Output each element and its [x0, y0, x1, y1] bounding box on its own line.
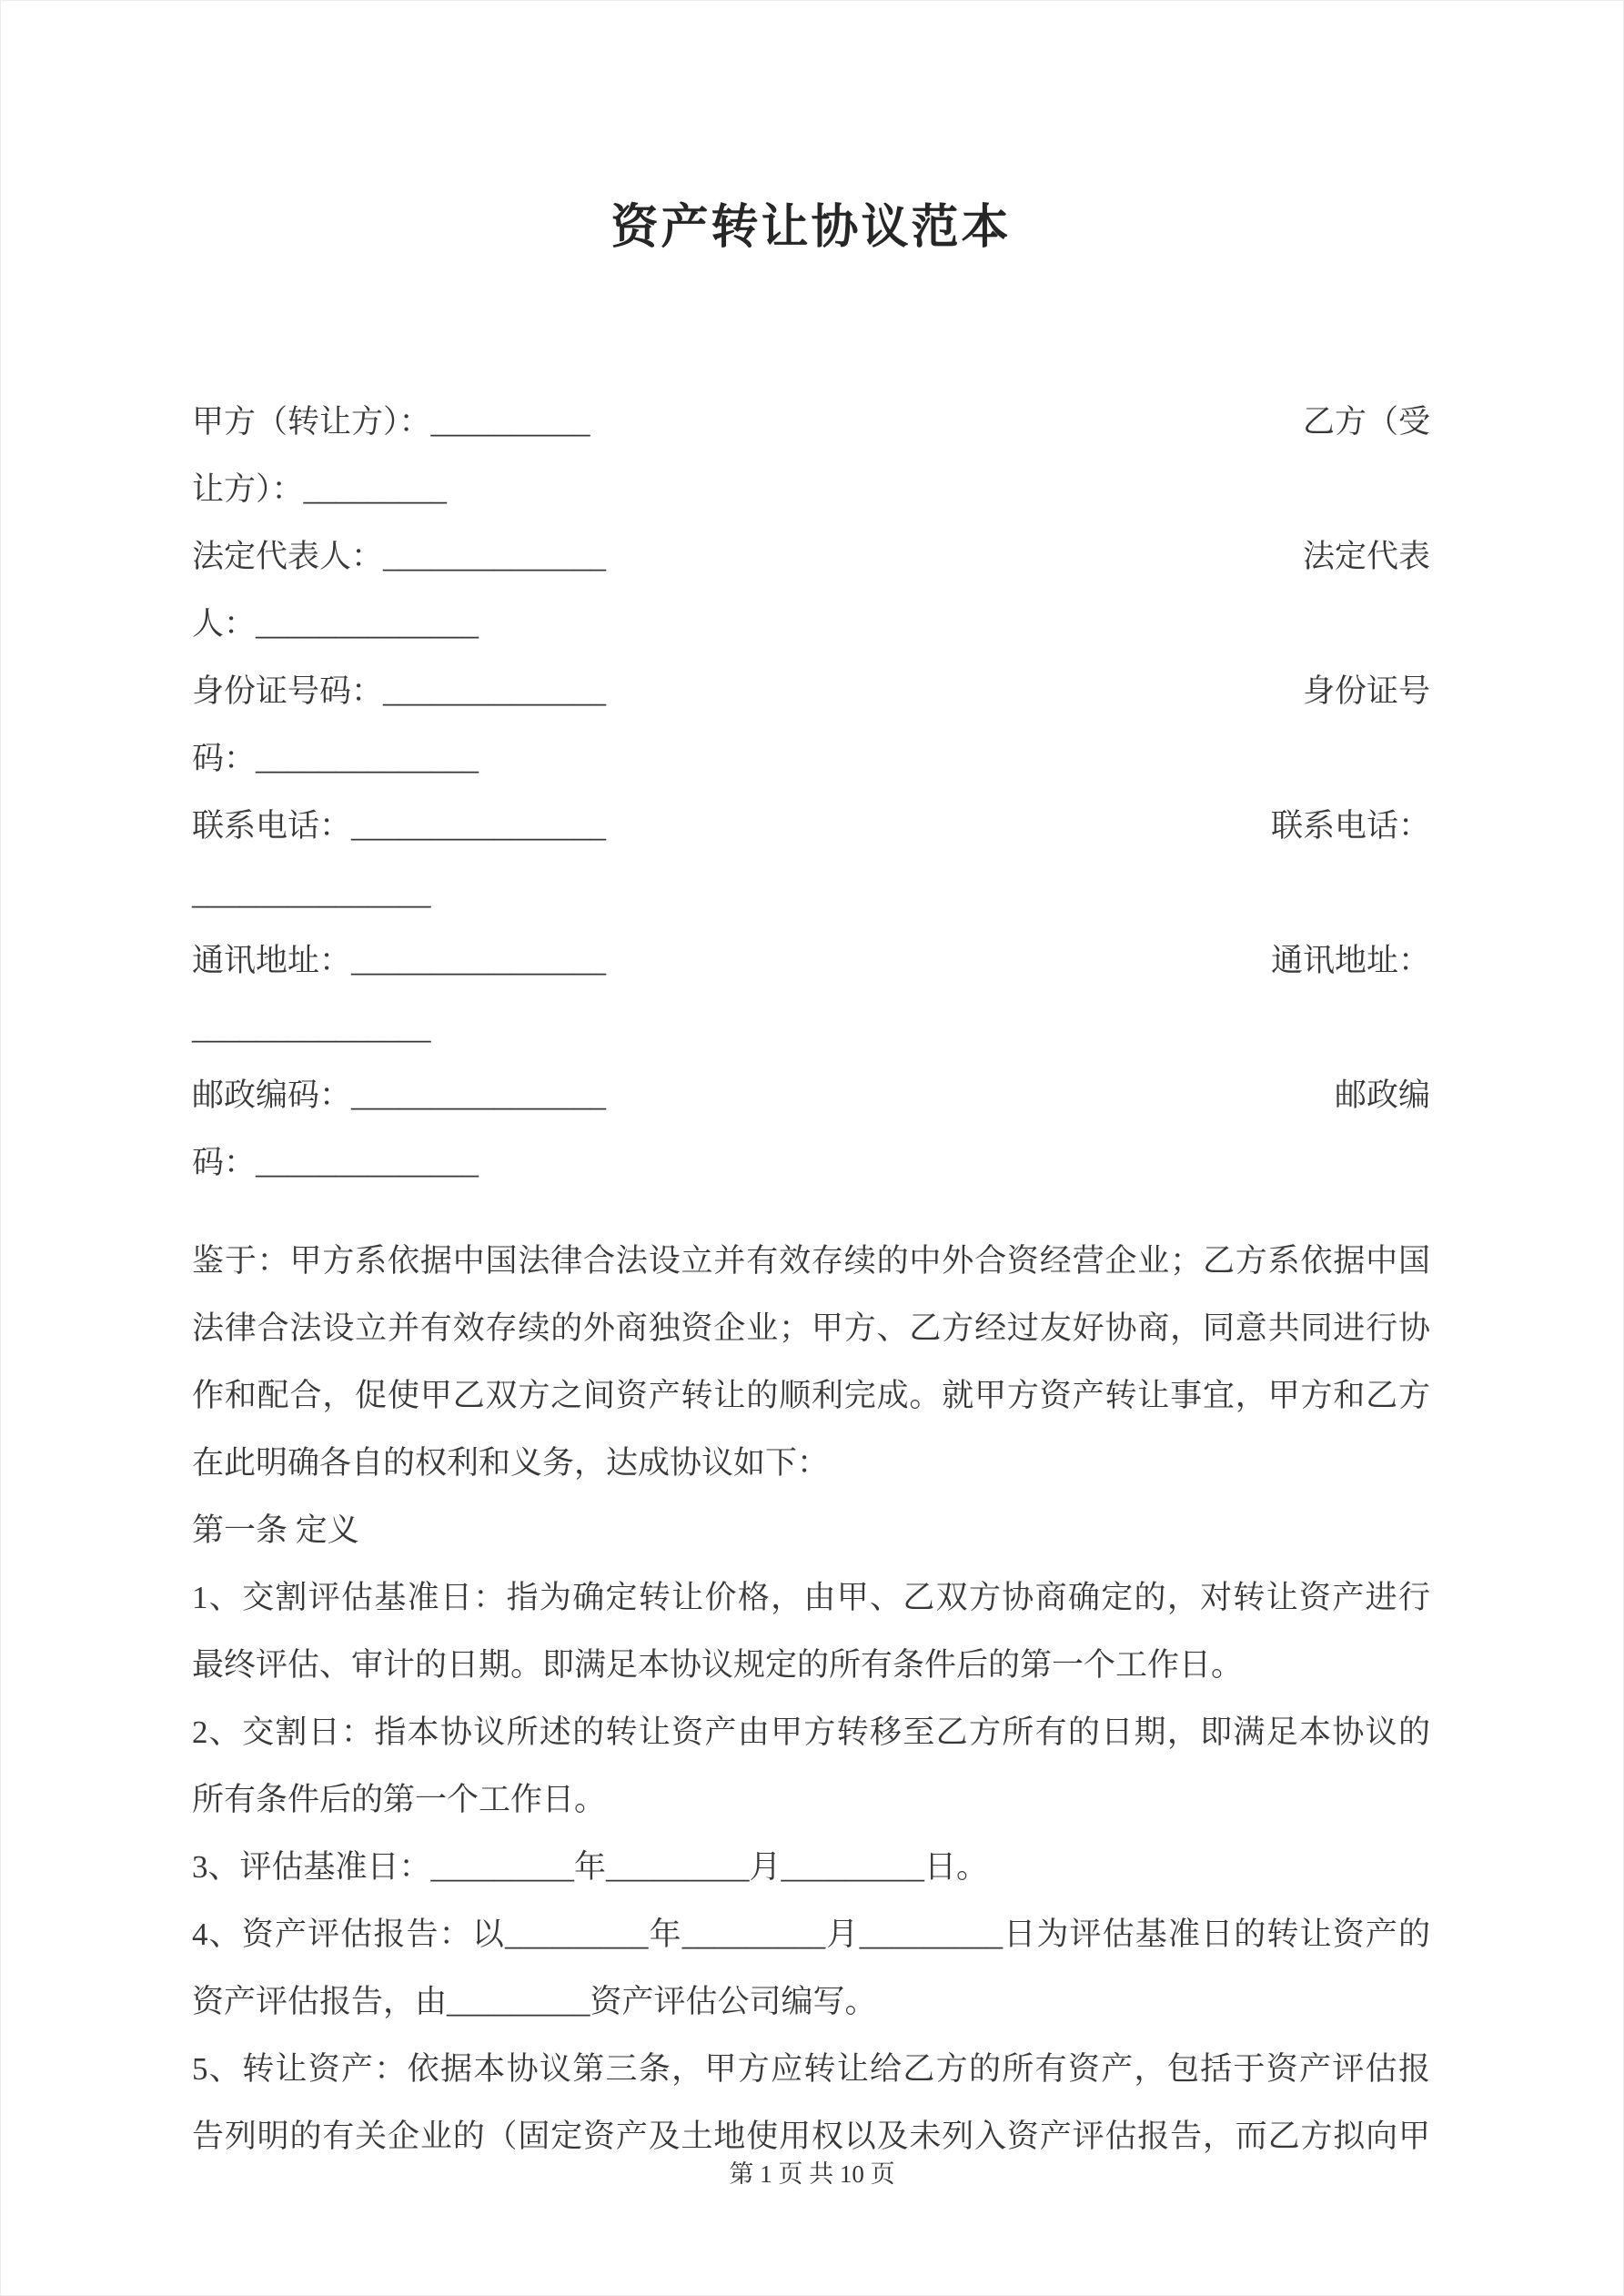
- party-row: [192, 456, 1430, 523]
- definition-item-2-end: 所有条件后的第一个工作日。: [192, 1782, 607, 1817]
- document-content: [192, 1, 1430, 2170]
- definition-item-4: 4、资产评估报告：以_________年_________月_________日为评估基准日的转让资产的: [192, 1917, 1430, 1952]
- id-number-b-label-fragment: 身份证号: [1302, 673, 1430, 709]
- phone-b-label-fragment: 联系电话：: [1270, 808, 1430, 844]
- id-number-b-wrap-blank: 码：______________: [192, 741, 479, 776]
- phone-a-label-blank: 联系电话：________________: [192, 808, 607, 844]
- document-title: 资产转让协议范本: [610, 202, 1012, 254]
- legal-rep-b-wrap-blank: 人：______________: [192, 606, 479, 642]
- party-info-section: [192, 389, 1430, 1197]
- article-1-heading: 第一条 定义: [192, 1512, 359, 1548]
- agreement-body: [192, 1228, 1430, 2170]
- postcode-b-label-fragment: 邮政编: [1334, 1077, 1430, 1113]
- address-b-wrap-blank: _______________: [192, 1010, 431, 1046]
- definition-item-2: 2、交割日：指本协议所述的转让资产由甲方转移至乙方所有的日期，即满足本协议的: [192, 1714, 1430, 1750]
- party-row: [192, 725, 1430, 793]
- party-row: [192, 793, 1430, 860]
- address-a-label-blank: 通讯地址：________________: [192, 943, 607, 978]
- definition-item-5-continued: 告列明的有关企业的（固定资产及土地使用权以及未列入资产评估报告，而乙方拟向甲: [192, 2119, 1430, 2154]
- legal-rep-a-label-blank: 法定代表人：______________: [192, 539, 607, 574]
- party-row: [192, 995, 1430, 1062]
- party-row: [192, 860, 1430, 927]
- postcode-b-wrap-blank: 码：______________: [192, 1145, 479, 1180]
- party-b-label-fragment: 乙方（受: [1302, 404, 1430, 440]
- definition-item-1-end: 最终评估、审计的日期。即满足本协议规定的所有条件后的第一个工作日。: [192, 1647, 1244, 1683]
- party-row: [192, 389, 1430, 456]
- party-row: [192, 591, 1430, 658]
- definition-item-5: 5、转让资产：依据本协议第三条，甲方应转让给乙方的所有资产，包括于资产评估报: [192, 2051, 1430, 2087]
- body-line-whereas-end: 在此明确各自的权利和义务，达成协议如下：: [192, 1445, 830, 1481]
- id-number-a-label-blank: 身份证号码：______________: [192, 673, 607, 709]
- party-row: [192, 658, 1430, 725]
- page-number-footer: 第 1 页 共 10 页: [729, 2160, 895, 2188]
- postcode-a-label-blank: 邮政编码：________________: [192, 1077, 607, 1113]
- body-line-whereas: 法律合法设立并有效存续的外商独资企业；甲方、乙方经过友好协商，同意共同进行协: [192, 1310, 1430, 1346]
- party-row: [192, 927, 1430, 995]
- body-line-whereas: 作和配合，促使甲乙双方之间资产转让的顺利完成。就甲方资产转让事宜，甲方和乙方: [192, 1378, 1430, 1413]
- legal-rep-b-label-fragment: 法定代表: [1302, 539, 1430, 574]
- party-row: [192, 1129, 1430, 1197]
- party-row: [192, 1062, 1430, 1129]
- definition-item-1: 1、交割评估基准日：指为确定转让价格，由甲、乙双方协商确定的，对转让资产进行: [192, 1580, 1430, 1615]
- party-a-label-blank: 甲方（转让方）：__________: [192, 404, 590, 440]
- party-row: [192, 523, 1430, 591]
- body-line-whereas: 鉴于：甲方系依据中国法律合法设立并有效存续的中外合资经营企业；乙方系依据中国: [192, 1243, 1430, 1279]
- party-b-label-wrap-blank: 让方）：_________: [192, 471, 448, 507]
- phone-b-wrap-blank: _______________: [192, 875, 431, 911]
- address-b-label-fragment: 通讯地址：: [1270, 943, 1430, 978]
- definition-item-3-date-blanks: 3、评估基准日：_________年_________月_________日。: [192, 1849, 989, 1885]
- definition-item-4-end: 资产评估报告，由_________资产评估公司编写。: [192, 1984, 877, 2019]
